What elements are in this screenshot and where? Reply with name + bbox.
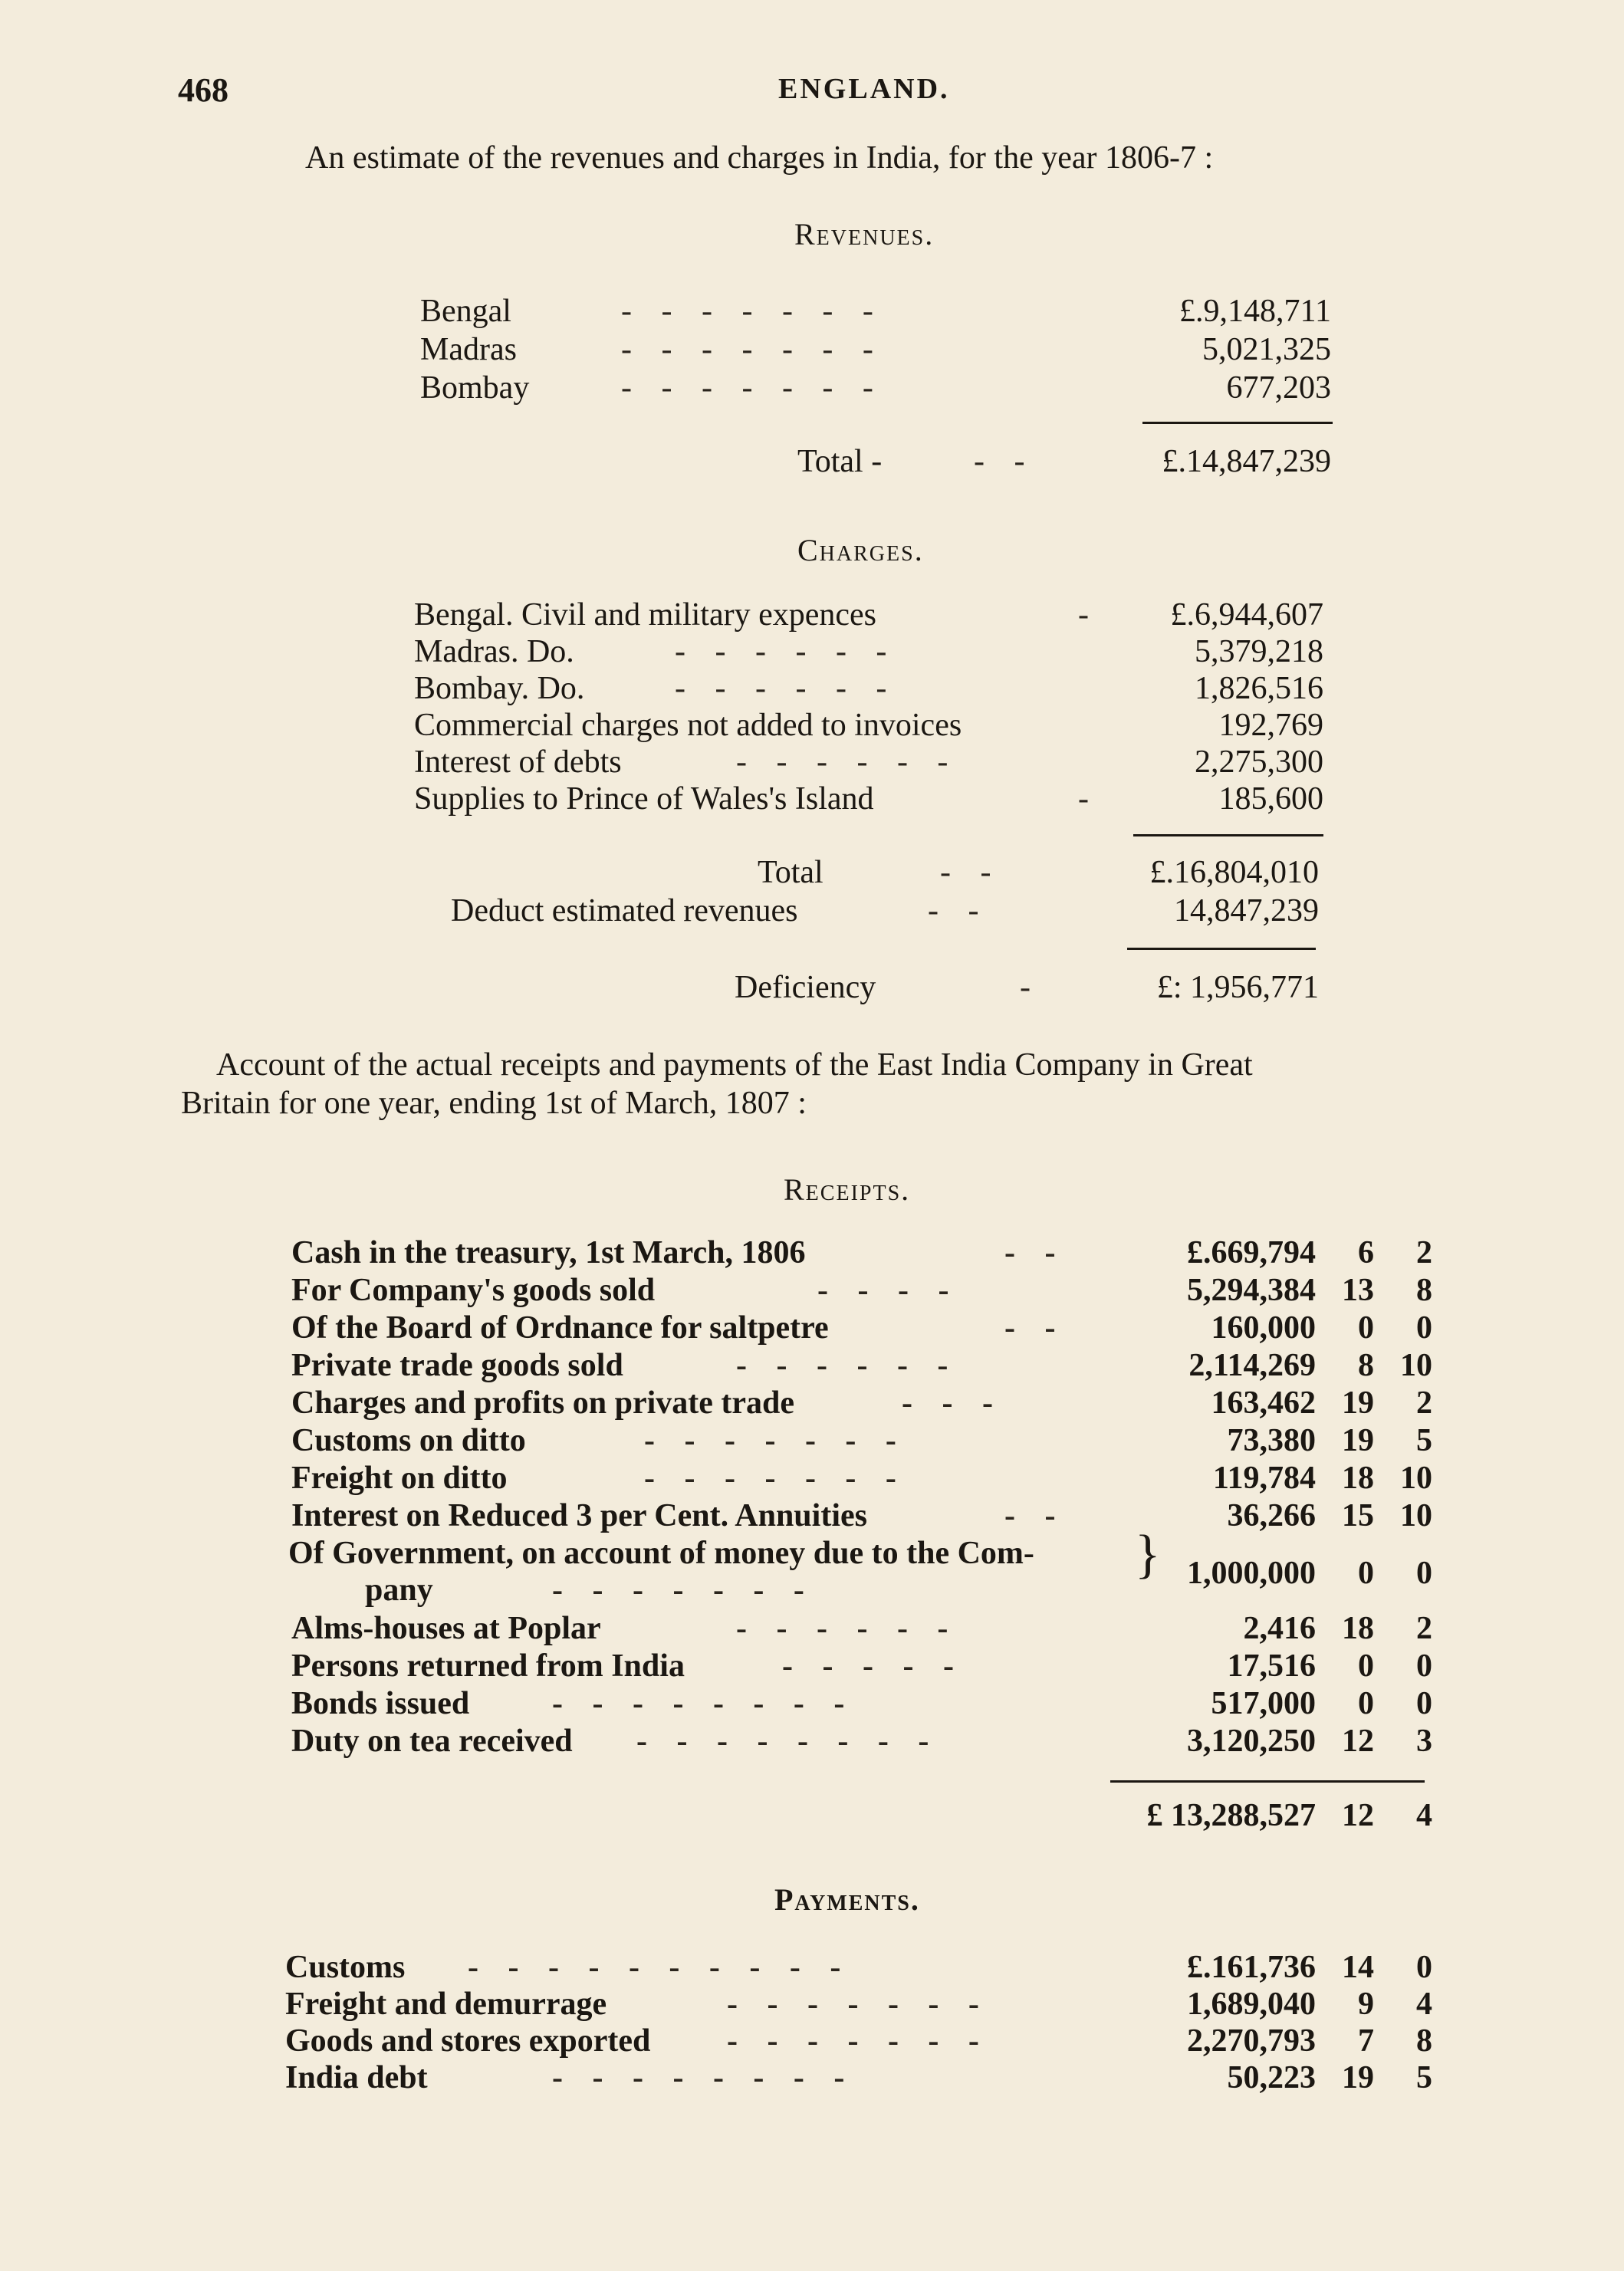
table-row (0, 370, 1624, 408)
leader-dots: - - - (902, 1385, 1004, 1421)
row-label: Commercial charges not added to invoices (414, 708, 962, 743)
row-pence: 0 (1416, 1648, 1432, 1684)
leader-dots: - - - - - - (736, 1348, 959, 1383)
deduct-row (0, 892, 1624, 931)
row-pence: 0 (1416, 1556, 1432, 1591)
row-label: Supplies to Prince of Wales's Island (414, 781, 874, 817)
table-row (0, 1610, 1624, 1648)
leader-dots: - - - - - - - - (636, 1724, 940, 1759)
leader-dots: - - - - - - - (621, 332, 884, 367)
leader-dots: - (1078, 597, 1100, 633)
row-pounds: 3,120,250 (1187, 1724, 1316, 1759)
leader-dots: - (1020, 970, 1041, 1005)
row-label: Of the Board of Ordnance for saltpetre (291, 1310, 829, 1346)
leader-dots: - - - - - - (736, 744, 959, 780)
row-label: Bengal. Civil and military expences (414, 597, 877, 633)
row-amount: 5,379,218 (1195, 634, 1323, 669)
row-pounds: 119,784 (1212, 1461, 1316, 1496)
total-label: Total (758, 855, 824, 890)
row-label: Goods and stores exported (285, 2023, 651, 2059)
total-row (0, 443, 1624, 481)
row-pence: 10 (1400, 1461, 1432, 1496)
row-label: Charges and profits on private trade (291, 1385, 795, 1421)
total-amount: £.14,847,239 (1162, 444, 1331, 479)
table-row (0, 670, 1624, 708)
row-shillings: 14 (1342, 1950, 1374, 1985)
row-pounds: 50,223 (1227, 2060, 1316, 2095)
row-label: India debt (285, 2060, 428, 2095)
row-pence: 8 (1416, 1273, 1432, 1308)
row-pence: 0 (1416, 1686, 1432, 1721)
leader-dots: - - (1004, 1310, 1067, 1346)
leader-dots: - - - - - - - (621, 370, 884, 406)
table-row (0, 1723, 1624, 1761)
row-shillings: 19 (1342, 2060, 1374, 2095)
table-row (0, 707, 1624, 745)
leader-dots: - - - - - - - (727, 1987, 990, 2022)
leader-dots: - - - - - - - (552, 1573, 815, 1608)
row-pounds: 1,000,000 (1187, 1556, 1316, 1591)
leader-dots: - - (928, 893, 990, 928)
row-pence: 2 (1416, 1235, 1432, 1270)
row-amount: £.6,944,607 (1170, 597, 1323, 633)
row-shillings: 18 (1342, 1611, 1374, 1646)
leader-dots: - - - - - - (736, 1611, 959, 1646)
row-amount: 5,021,325 (1202, 332, 1331, 367)
total-shillings: 12 (1342, 1798, 1374, 1833)
row-pounds: 73,380 (1227, 1423, 1316, 1458)
row-label: Interest on Reduced 3 per Cent. Annuities (291, 1498, 867, 1533)
row-pounds: 163,462 (1211, 1385, 1316, 1421)
row-pence: 8 (1416, 2023, 1432, 2059)
row-label: Bombay. Do. (414, 671, 585, 706)
row-amount: 192,769 (1218, 708, 1323, 743)
deduct-amount: 14,847,239 (1174, 893, 1319, 928)
total-row (0, 854, 1624, 892)
row-label: Madras (420, 332, 517, 367)
row-pounds: 2,114,269 (1188, 1348, 1316, 1383)
row-label: Duty on tea received (291, 1724, 573, 1759)
row-shillings: 8 (1358, 1348, 1374, 1383)
row-pence: 10 (1400, 1498, 1432, 1533)
row-pounds: 2,270,793 (1187, 2023, 1316, 2059)
row-amount: 2,275,300 (1195, 744, 1323, 780)
row-shillings: 19 (1342, 1423, 1374, 1458)
row-pence: 5 (1416, 1423, 1432, 1458)
leader-dots: - - - - (817, 1273, 960, 1308)
row-pounds: £.669,794 (1187, 1235, 1316, 1270)
table-row (0, 1648, 1624, 1686)
receipts-heading: Receipts. (784, 1172, 911, 1207)
row-label: Private trade goods sold (291, 1348, 623, 1383)
leader-dots: - - - - - - (675, 634, 898, 669)
sum-rule (1133, 834, 1323, 836)
table-row (0, 2059, 1624, 2098)
deficiency-label: Deficiency (735, 970, 876, 1005)
deficiency-row (0, 969, 1624, 1007)
total-amount: £.16,804,010 (1149, 855, 1319, 890)
table-row-government (0, 1525, 1624, 1612)
row-pounds: 17,516 (1227, 1648, 1316, 1684)
row-shillings: 19 (1342, 1385, 1374, 1421)
running-title: ENGLAND. (778, 73, 950, 105)
row-label: Customs on ditto (291, 1423, 526, 1458)
leader-dots: - - - - - - - (621, 294, 884, 329)
leader-dots: - - - - - - - - (552, 1686, 856, 1721)
payments-heading: Payments. (774, 1882, 920, 1917)
sum-rule (1142, 422, 1333, 424)
row-label: Freight and demurrage (285, 1987, 607, 2022)
row-label: Cash in the treasury, 1st March, 1806 (291, 1235, 806, 1270)
leader-dots: - - - - - - - (644, 1423, 907, 1458)
table-row (0, 1234, 1624, 1273)
leader-dots: - (1078, 781, 1100, 817)
account-intro-line2: Britain for one year, ending 1st of March, 1807 : (181, 1086, 807, 1121)
deduct-label: Deduct estimated revenues (451, 893, 798, 928)
leader-dots: - - - - - - - - - - (468, 1950, 852, 1985)
table-row (0, 2023, 1624, 2061)
row-amount: £.9,148,711 (1179, 294, 1331, 329)
row-label: Bengal (420, 294, 511, 329)
row-shillings: 7 (1358, 2023, 1374, 2059)
charges-heading: Charges. (797, 533, 924, 567)
total-row (0, 1797, 1624, 1836)
table-row (0, 331, 1624, 370)
row-pence: 3 (1416, 1724, 1432, 1759)
row-label-line1: Of Government, on account of money due to the Com- (288, 1536, 1034, 1571)
row-shillings: 12 (1342, 1724, 1374, 1759)
deficiency-amount: £: 1,956,771 (1156, 970, 1319, 1005)
row-pence: 5 (1416, 2060, 1432, 2095)
row-label: Bonds issued (291, 1686, 470, 1721)
estimate-title: An estimate of the revenues and charges in India, for the year 1806-7 : (305, 140, 1214, 176)
row-pounds: 517,000 (1211, 1686, 1316, 1721)
page-number: 468 (178, 71, 228, 109)
row-shillings: 15 (1342, 1498, 1374, 1533)
row-label: Madras. Do. (414, 634, 574, 669)
table-row (0, 744, 1624, 782)
row-pounds: 5,294,384 (1187, 1273, 1316, 1308)
table-row (0, 633, 1624, 672)
table-row (0, 781, 1624, 819)
table-row (0, 1497, 1624, 1536)
row-amount: 1,826,516 (1195, 671, 1323, 706)
sum-rule (1110, 1780, 1425, 1783)
account-intro-line1: Account of the actual receipts and payments of the East India Company in Great (216, 1047, 1253, 1083)
row-shillings: 0 (1358, 1556, 1374, 1591)
table-row (0, 1385, 1624, 1423)
row-pence: 2 (1416, 1611, 1432, 1646)
row-pounds: £.161,736 (1187, 1950, 1316, 1985)
table-row (0, 1422, 1624, 1461)
leader-dots: - - - - - - - (727, 2023, 990, 2059)
table-row (0, 1310, 1624, 1348)
total-label: Total - (797, 444, 883, 479)
leader-dots: - - (974, 444, 1036, 479)
table-row (0, 1685, 1624, 1724)
row-shillings: 6 (1358, 1235, 1374, 1270)
table-row (0, 1460, 1624, 1498)
row-label: Freight on ditto (291, 1461, 508, 1496)
row-shillings: 0 (1358, 1310, 1374, 1346)
row-label: Interest of debts (414, 744, 622, 780)
row-pounds: 36,266 (1227, 1498, 1316, 1533)
row-pence: 4 (1416, 1987, 1432, 2022)
row-pounds: 1,689,040 (1187, 1987, 1316, 2022)
leader-dots: - - - - - - (675, 671, 898, 706)
row-pence: 10 (1400, 1348, 1432, 1383)
leader-dots: - - - - - - - - (552, 2060, 856, 2095)
table-row (0, 1347, 1624, 1385)
row-shillings: 9 (1358, 1987, 1374, 2022)
total-pence: 4 (1416, 1798, 1432, 1833)
row-shillings: 0 (1358, 1648, 1374, 1684)
leader-dots: - - (940, 855, 1002, 890)
row-label: Customs (285, 1950, 406, 1985)
row-amount: 185,600 (1218, 781, 1323, 817)
row-shillings: 13 (1342, 1273, 1374, 1308)
table-row (0, 1272, 1624, 1310)
sum-rule (1127, 948, 1316, 950)
row-pence: 2 (1416, 1385, 1432, 1421)
row-amount: 677,203 (1226, 370, 1331, 406)
row-pounds: 2,416 (1243, 1611, 1316, 1646)
row-label: Persons returned from India (291, 1648, 685, 1684)
row-pence: 0 (1416, 1950, 1432, 1985)
row-label-line2: pany (365, 1573, 433, 1608)
row-label: Alms-houses at Poplar (291, 1611, 601, 1646)
table-row (0, 1949, 1624, 1987)
row-shillings: 0 (1358, 1686, 1374, 1721)
brace-icon: } (1135, 1525, 1161, 1584)
row-pence: 0 (1416, 1310, 1432, 1346)
leader-dots: - - - - - (782, 1648, 965, 1684)
table-row (0, 293, 1624, 331)
row-shillings: 18 (1342, 1461, 1374, 1496)
leader-dots: - - (1004, 1498, 1067, 1533)
row-pounds: 160,000 (1211, 1310, 1316, 1346)
table-row (0, 597, 1624, 635)
leader-dots: - - - - - - - (644, 1461, 907, 1496)
leader-dots: - - (1004, 1235, 1067, 1270)
table-row (0, 1986, 1624, 2024)
total-pounds: £ 13,288,527 (1146, 1798, 1316, 1833)
row-label: Bombay (420, 370, 530, 406)
revenues-heading: Revenues. (794, 217, 935, 251)
row-label: For Company's goods sold (291, 1273, 656, 1308)
